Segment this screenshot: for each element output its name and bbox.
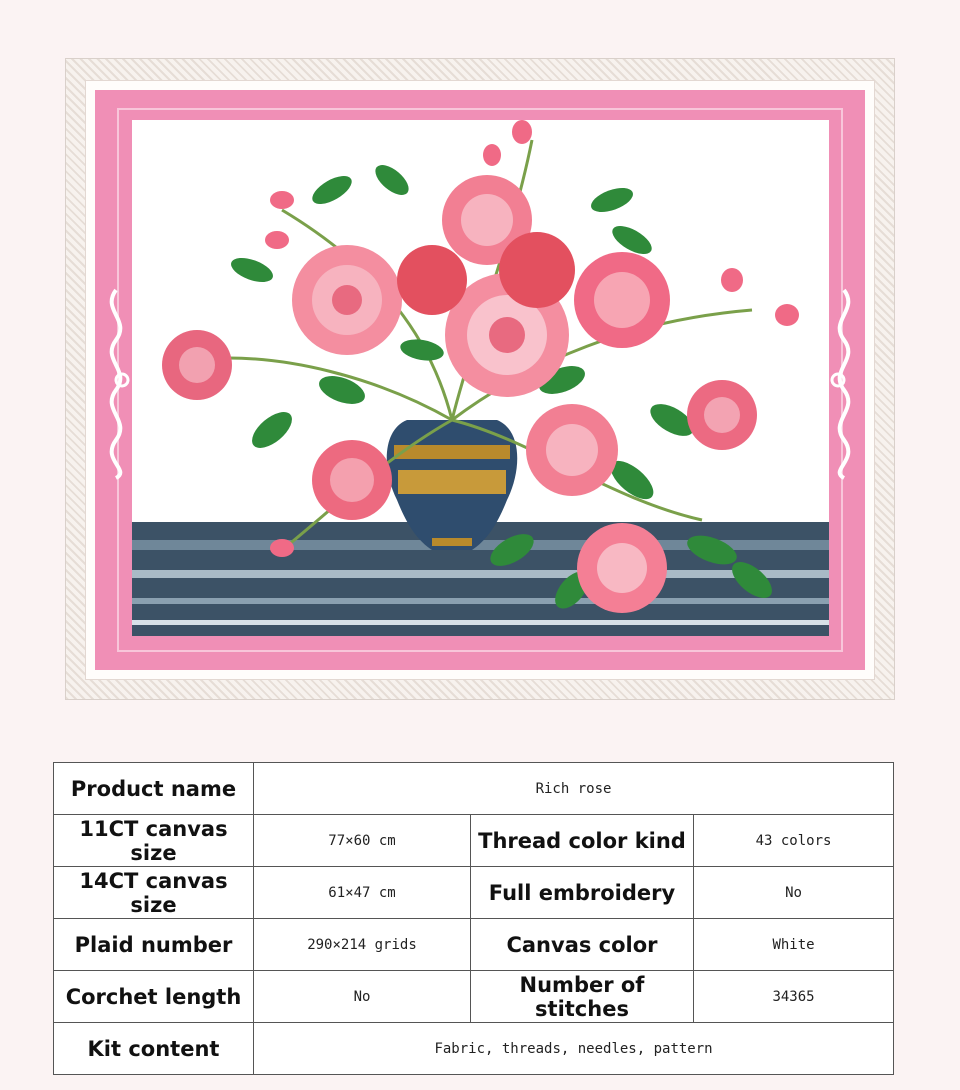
canvas-14ct-value: 61×47 cm (254, 867, 471, 919)
canvas-color-label: Canvas color (471, 919, 694, 971)
thread-color-kind-value: 43 colors (694, 815, 894, 867)
scroll-ornament-right-icon (824, 280, 864, 480)
number-of-stitches-value: 34365 (694, 971, 894, 1023)
product-spec-table (53, 762, 894, 1075)
table-row (54, 919, 894, 971)
corchet-length-label: Corchet length (54, 971, 254, 1023)
thread-color-kind-label: Thread color kind (471, 815, 694, 867)
table-row (54, 867, 894, 919)
product-name-value: Rich rose (254, 763, 894, 815)
table-row (54, 1023, 894, 1075)
full-embroidery-value: No (694, 867, 894, 919)
plaid-number-value: 290×214 grids (254, 919, 471, 971)
table-row (54, 971, 894, 1023)
plaid-number-label: Plaid number (54, 919, 254, 971)
corchet-length-value: No (254, 971, 471, 1023)
kit-content-label: Kit content (54, 1023, 254, 1075)
number-of-stitches-label: Number of stitches (471, 971, 694, 1023)
artwork-canvas (132, 120, 829, 636)
full-embroidery-label: Full embroidery (471, 867, 694, 919)
scroll-ornament-left-icon (96, 280, 136, 480)
canvas-11ct-label: 11CT canvas size (54, 815, 254, 867)
rose-bouquet-in-vase-icon (132, 120, 829, 636)
canvas-color-value: White (694, 919, 894, 971)
kit-content-value: Fabric, threads, needles, pattern (254, 1023, 894, 1075)
product-name-label: Product name (54, 763, 254, 815)
table-row (54, 763, 894, 815)
canvas-11ct-value: 77×60 cm (254, 815, 471, 867)
canvas-14ct-label: 14CT canvas size (54, 867, 254, 919)
table-row (54, 815, 894, 867)
